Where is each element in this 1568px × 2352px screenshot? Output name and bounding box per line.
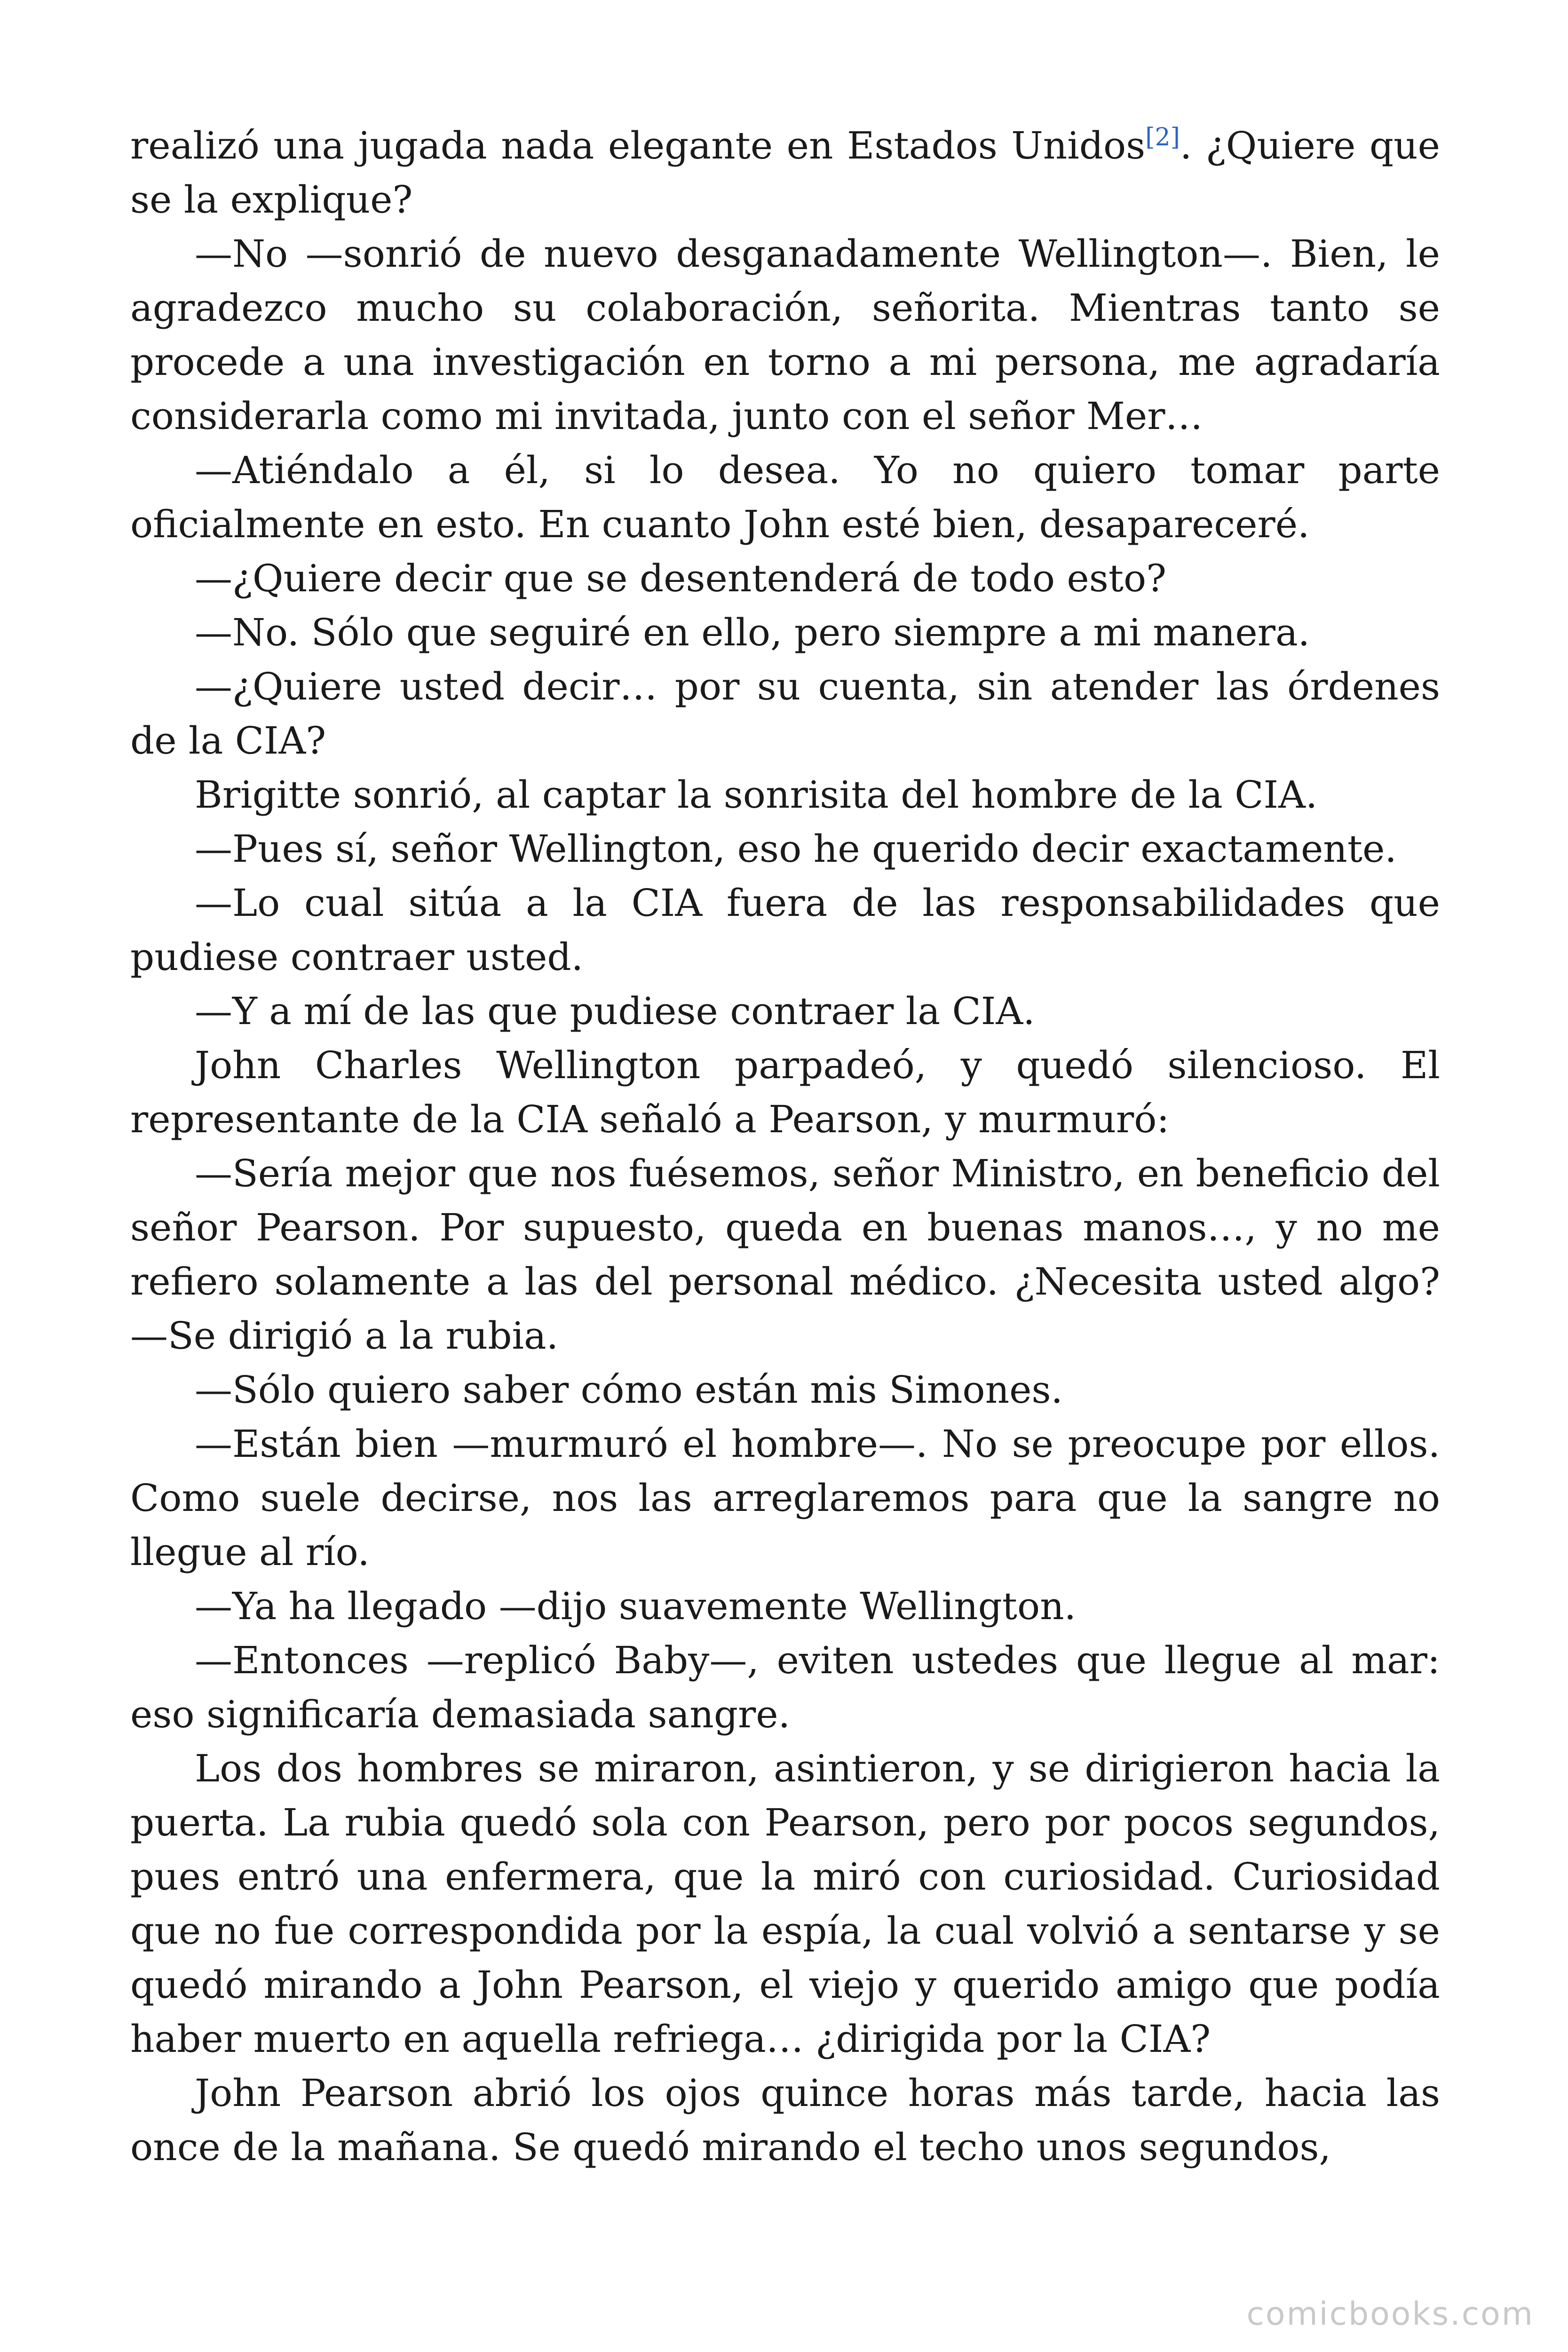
paragraph-1-text-end: . ¿Quiere que se la explique? — [130, 124, 1441, 222]
paragraph-4: —¿Quiere decir que se desentenderá de todo esto? — [195, 556, 1167, 600]
body-text — [130, 119, 1440, 2174]
paragraph-15: —Ya ha llegado —dijo suavemente Wellington. — [195, 1584, 1077, 1628]
paragraph-1-text-start: realizó una jugada nada elegante en Estados Unidos — [130, 124, 1146, 167]
paragraph-18: John Pearson abrió los ojos quince horas más tarde, hacia las once de la mañana. Se quedó mirando el techo unos segundos, — [130, 2071, 1440, 2169]
paragraph-5: —No. Sólo que seguiré en ello, pero siempre a mi manera. — [195, 611, 1310, 654]
paragraph-10: —Y a mí de las que pudiese contraer la CIA. — [195, 989, 1035, 1033]
paragraph-9: —Lo cual sitúa a la CIA fuera de las responsabilidades que pudiese contraer usted. — [130, 881, 1440, 979]
paragraph-3: —Atiéndalo a él, si lo desea. Yo no quiero tomar parte oficialmente en esto. En cuanto John esté bien, desapareceré. — [130, 448, 1440, 546]
paragraph-16: —Entonces —replicó Baby—, eviten ustedes que llegue al mar: eso significaría demasiada sangre. — [130, 1638, 1440, 1736]
footnote-link[interactable]: [2] — [1145, 123, 1180, 151]
paragraph-1 — [130, 119, 1440, 227]
watermark: comicbooks.com — [1246, 2296, 1534, 2333]
paragraph-2: —No —sonrió de nuevo desganadamente Wellington—. Bien, le agradezco mucho su colaboración, señorita. Mientras tanto se procede a una investigación en torno a mi persona, me agradaría considerarla como mi invitada, junto con el señor Mer… — [130, 232, 1440, 438]
paragraph-7: Brigitte sonrió, al captar la sonrisita del hombre de la CIA. — [195, 773, 1318, 817]
paragraph-14: —Están bien —murmuró el hombre—. No se preocupe por ellos. Como suele decirse, nos las arreglaremos para que la sangre no llegue al río. — [130, 1422, 1440, 1574]
paragraph-8: —Pues sí, señor Wellington, eso he querido decir exactamente. — [195, 827, 1397, 871]
paragraph-17: Los dos hombres se miraron, asintieron, y se dirigieron hacia la puerta. La rubia quedó sola con Pearson, pero por pocos segundos, pues entró una enfermera, que la miró con curiosidad. Curiosidad que no fue correspondida por la espía, la cual volvió a sentarse y se quedó mirando a John Pearson, el viejo y querido amigo que podía haber muerto en aquella refriega… ¿dirigida por la CIA? — [130, 1747, 1440, 2061]
paragraph-6: —¿Quiere usted decir… por su cuenta, sin atender las órdenes de la CIA? — [130, 665, 1440, 763]
paragraph-13: —Sólo quiero saber cómo están mis Simones. — [195, 1368, 1063, 1412]
paragraph-11: John Charles Wellington parpadeó, y quedó silencioso. El representante de la CIA señaló a Pearson, y murmuró: — [130, 1043, 1440, 1141]
paragraph-12: —Sería mejor que nos fuésemos, señor Ministro, en beneficio del señor Pearson. Por supuesto, queda en buenas manos…, y no me refiero solamente a las del personal médico. ¿Necesita usted algo? —Se dirigió a la rubia. — [130, 1152, 1440, 1358]
